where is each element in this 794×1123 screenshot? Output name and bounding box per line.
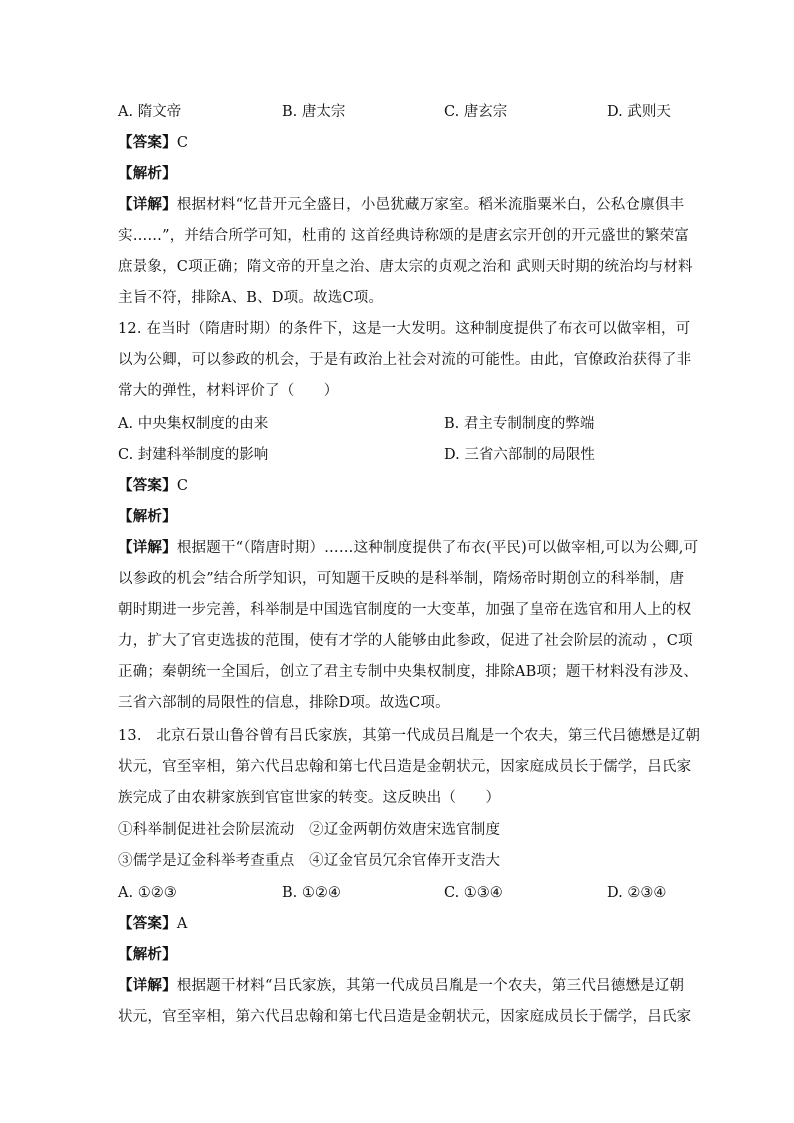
q13-option-c: C. ①③④ xyxy=(444,885,503,901)
q12-stem-line-1: 12. 在当时（隋唐时期）的条件下，这是一大发明。这种制度提供了布衣可以做宰相，可 xyxy=(118,321,691,337)
detail-text: 根据题干材料“吕氏家族，其第一代成员吕胤是一个农夫，第三代吕德懋是辽朝 xyxy=(176,978,685,994)
detail-text: 根据材料“忆昔开元全盛日，小邑犹藏万家室。稻米流脂粟米白，公私仓廪俱丰 xyxy=(176,197,685,213)
q12-stem-line-2: 以为公卿，可以参政的机会，于是有政治上社会对流的可能性。由此，官僚政治获得了非 xyxy=(118,352,692,368)
answer-value: C xyxy=(176,135,189,151)
q12-option-b: B. 君主专制制度的弊端 xyxy=(444,416,595,432)
q11-detail-line-3: 庶景象，C项正确；隋文帝的开皇之治、唐太宗的贞观之治和 武则天时期的统治均与材料 xyxy=(118,259,693,275)
q13-stem-line-3: 族完成了由农耕家族到官宦世家的转变。这反映出（ ） xyxy=(118,790,501,806)
q13-answer xyxy=(118,914,678,934)
q11-analysis-label: 【解析】 xyxy=(118,165,177,182)
answer-value: A xyxy=(176,916,188,932)
q11-detail-line-2: 实……”，并结合所学可知，杜甫的 这首经典诗称颂的是唐玄宗开创的开元盛世的繁荣富 xyxy=(118,228,690,244)
q12-stem-line-3: 常大的弹性，材料评价了（ ） xyxy=(118,383,339,399)
q12-option-a: A. 中央集权制度的由来 xyxy=(118,416,269,432)
q11-answer xyxy=(118,133,678,153)
answer-label: 【答案】 xyxy=(118,915,177,932)
q12-detail-line-1 xyxy=(118,538,699,558)
q12-option-c: C. 封建科举制度的影响 xyxy=(118,447,269,463)
detail-text: 根据题干“（隋唐时期）……这种制度提供了布衣(平民)可以做宰相,可以为公卿,可 xyxy=(176,540,699,556)
q13-analysis-label: 【解析】 xyxy=(118,946,177,963)
q13-stem-line-2: 状元，官至宰相，第六代吕忠翰和第七代吕造是金朝状元，因家庭成员长于儒学，吕氏家 xyxy=(118,759,692,775)
q13-option-d: D. ②③④ xyxy=(607,885,667,901)
answer-label: 【答案】 xyxy=(118,134,177,151)
q11-detail-line-1 xyxy=(118,195,685,215)
q13-statement-line-1: ①科举制促进社会阶层流动 ②辽金两朝仿效唐宋选官制度 xyxy=(118,822,501,838)
q13-option-a: A. ①②③ xyxy=(118,885,177,901)
q12-answer xyxy=(118,476,678,496)
q12-detail-line-3: 朝时期进一步完善，科举制是中国选官制度的一大变革，加强了皇帝在选官和用人上的权 xyxy=(118,602,692,618)
q12-detail-line-4: 力，扩大了官吏选拔的范围，使有才学的人能够由此参政，促进了社会阶层的流动 ，C项 xyxy=(118,633,693,649)
detail-label: 【详解】 xyxy=(118,539,177,556)
q11-option-b: B. 唐太宗 xyxy=(282,104,346,120)
q13-option-b: B. ①②④ xyxy=(282,885,341,901)
q11-detail-line-4: 主旨不符，排除A、B、D项。故选C项。 xyxy=(118,290,384,306)
q11-option-d: D. 武则天 xyxy=(607,104,671,120)
q12-detail-line-5: 正确；秦朝统一全国后，创立了君主专制中央集权制度，排除AB项；题干材料没有涉及、 xyxy=(118,664,699,680)
answer-label: 【答案】 xyxy=(118,477,177,494)
detail-label: 【详解】 xyxy=(118,977,177,994)
q13-detail-line-1 xyxy=(118,976,685,996)
q11-option-c: C. 唐玄宗 xyxy=(444,104,508,120)
detail-label: 【详解】 xyxy=(118,196,177,213)
q12-detail-line-6: 三省六部制的局限性的信息，排除D项。故选C项。 xyxy=(118,695,450,711)
q13-stem-line-1: 13. 北京石景山鲁谷曾有吕氏家族，其第一代成员吕胤是一个农夫，第三代吕德懋是辽朝 xyxy=(118,728,701,744)
answer-value: C xyxy=(176,478,189,494)
q12-analysis-label: 【解析】 xyxy=(118,508,177,525)
q11-option-a: A. 隋文帝 xyxy=(118,104,182,120)
q12-option-d: D. 三省六部制的局限性 xyxy=(444,447,595,463)
q13-detail-line-2: 状元，官至宰相，第六代吕忠翰和第七代吕造是金朝状元，因家庭成员长于儒学，吕氏家 xyxy=(118,1009,692,1025)
q12-detail-line-2: 以参政的机会”结合所学知识，可知题干反映的是科举制，隋炀帝时期创立的科举制，唐 xyxy=(118,571,685,587)
q13-statement-line-2: ③儒学是辽金科举考查重点 ④辽金官员冗余官俸开支浩大 xyxy=(118,853,501,869)
